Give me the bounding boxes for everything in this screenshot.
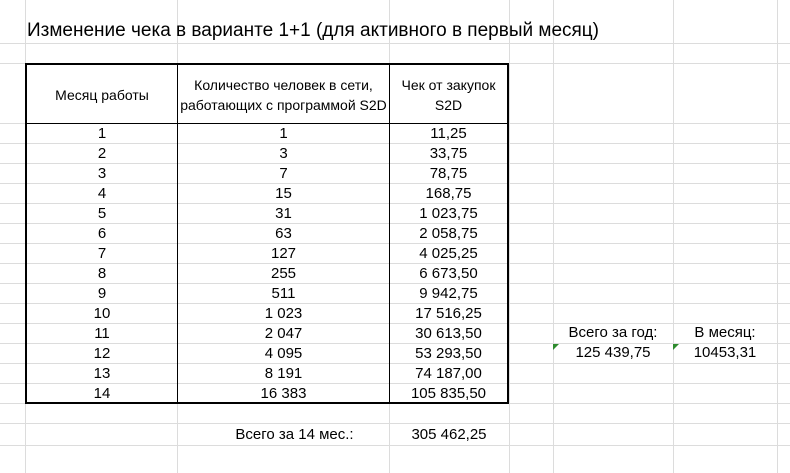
total-14-value[interactable]: 305 462,25 — [411, 426, 487, 443]
year-total-label[interactable]: Всего за год: — [568, 324, 658, 341]
cell-check[interactable]: 168,75 — [425, 185, 472, 202]
cell-people[interactable]: 255 — [270, 265, 297, 282]
cell-check[interactable]: 11,25 — [430, 125, 467, 142]
cell-people[interactable]: 511 — [271, 285, 296, 302]
total-14-label[interactable]: Всего за 14 мес.: — [235, 426, 354, 443]
header-check[interactable]: Чек от закупок S2D — [401, 77, 496, 113]
cell-month[interactable]: 6 — [97, 225, 107, 242]
cell-month[interactable]: 7 — [97, 245, 107, 262]
cell-month[interactable]: 5 — [97, 205, 107, 222]
cell-people[interactable]: 1 023 — [264, 305, 303, 322]
per-month-label[interactable]: В месяц: — [694, 324, 756, 341]
cell-check[interactable]: 78,75 — [429, 165, 468, 182]
cell-month[interactable]: 9 — [97, 285, 107, 302]
cell-month[interactable]: 3 — [97, 165, 107, 182]
cell-check[interactable]: 30 613,50 — [415, 325, 482, 342]
cell-month[interactable]: 2 — [97, 145, 107, 162]
cell-month[interactable]: 4 — [97, 185, 107, 202]
cell-check[interactable]: 33,75 — [429, 145, 468, 162]
cell-month[interactable]: 11 — [94, 325, 110, 342]
cell-month[interactable]: 10 — [93, 305, 111, 322]
cell-people[interactable]: 127 — [270, 245, 297, 262]
cell-check[interactable]: 53 293,50 — [415, 345, 482, 362]
cell-check[interactable]: 9 942,75 — [419, 285, 478, 302]
cell-check[interactable]: 4 025,25 — [419, 245, 478, 262]
per-month-value[interactable]: 10453,31 — [693, 344, 757, 361]
cell-check[interactable]: 74 187,00 — [415, 365, 482, 382]
cell-people[interactable]: 8 191 — [264, 365, 303, 382]
check-table — [25, 63, 509, 404]
cell-check[interactable]: 17 516,25 — [415, 305, 482, 322]
cell-month[interactable]: 14 — [93, 385, 111, 402]
cell-check[interactable]: 1 023,75 — [419, 205, 478, 222]
year-total-value[interactable]: 125 439,75 — [575, 344, 651, 361]
header-people[interactable]: Количество человек в сети, работающих с программой S2D — [180, 77, 387, 113]
cell-month[interactable]: 12 — [93, 345, 111, 362]
cell-people[interactable]: 31 — [275, 205, 292, 222]
cell-check[interactable]: 6 673,50 — [419, 265, 478, 282]
cell-check[interactable]: 2 058,75 — [419, 225, 478, 242]
cell-people[interactable]: 2 047 — [264, 325, 303, 342]
cell-people[interactable]: 3 — [279, 145, 288, 162]
cell-people[interactable]: 1 — [279, 125, 288, 142]
cell-month[interactable]: 1 — [97, 125, 107, 142]
cell-people[interactable]: 4 095 — [264, 345, 303, 362]
cell-people[interactable]: 7 — [279, 165, 288, 182]
header-month[interactable]: Месяц работы — [55, 87, 149, 103]
cell-people[interactable]: 15 — [275, 185, 292, 202]
cell-check[interactable]: 105 835,50 — [410, 385, 487, 402]
cell-month[interactable]: 8 — [97, 265, 107, 282]
sheet-title[interactable]: Изменение чека в варианте 1+1 (для активного в первый месяц) — [27, 20, 600, 41]
cell-people[interactable]: 63 — [275, 225, 292, 242]
cell-people[interactable]: 16 383 — [260, 385, 307, 402]
cell-month[interactable]: 13 — [93, 365, 111, 382]
